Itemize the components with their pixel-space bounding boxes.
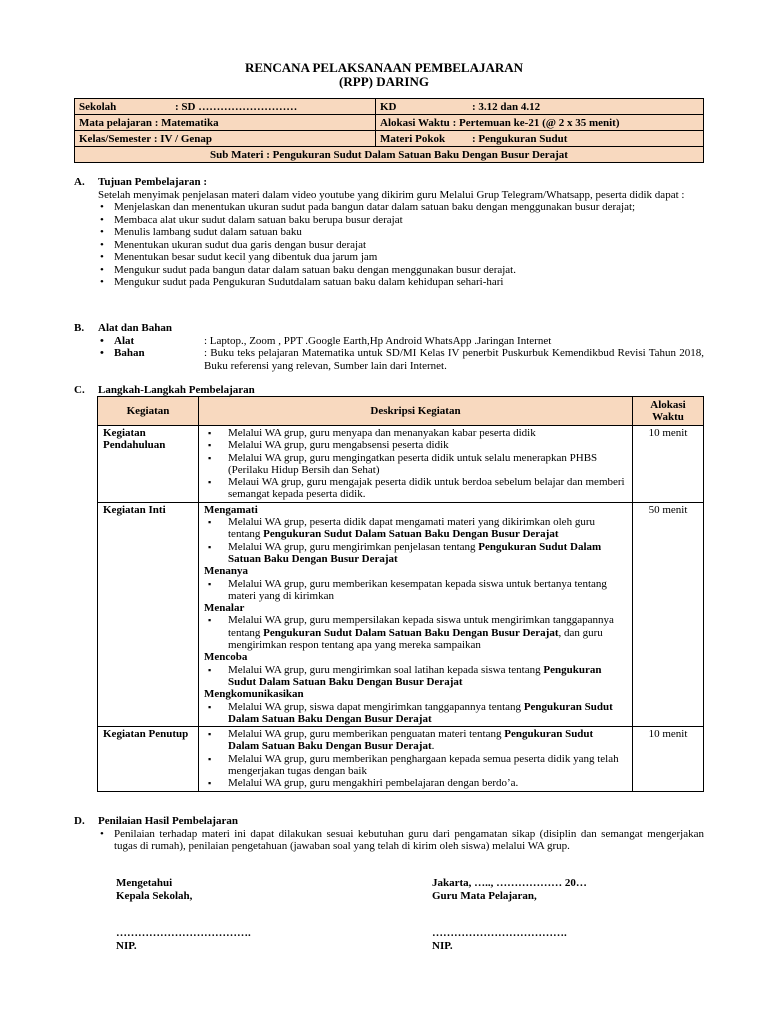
bahan-value: : Buku teks pelajaran Matematika untuk SD/MI Kelas IV penerbit Puskurbuk Kemendikbud Revisi Tahun 2018, Buku referensi yang relevan, Sumber lain dari Internet. bbox=[204, 347, 704, 372]
section-a-intro: Setelah menyimak penjelasan materi dalam video youtube yang dikirim guru Melalui Grup Telegram/Whatsapp, peserta didik dapat : bbox=[98, 188, 685, 201]
materi-value: : Pengukuran Sudut bbox=[472, 132, 568, 145]
alokasi-label: Alokasi Waktu bbox=[380, 116, 450, 129]
row-pendahuluan-time: 10 menit bbox=[633, 426, 704, 503]
subheading-mengamati: Mengamati bbox=[204, 503, 258, 516]
signature-left-nip: NIP. bbox=[116, 940, 137, 952]
alat-value: : Laptop., Zoom , PPT .Google Earth,Hp Android WhatsApp .Jaringan Internet bbox=[204, 334, 552, 347]
section-d-letter: D. bbox=[74, 815, 85, 827]
list-item: ▪ Melalui WA grup, guru memberikan penguatan materi tentang Pengukuran Sudut Dalam Satuan Baku Dengan Busur Derajat. bbox=[204, 728, 627, 753]
table-row bbox=[98, 426, 704, 503]
bahan-label: • Bahan bbox=[98, 347, 204, 372]
activity-table bbox=[97, 396, 704, 792]
section-a bbox=[74, 176, 704, 289]
kelas-label: Kelas/Semester bbox=[79, 132, 152, 145]
subheading-mengkomunikasikan: Mengkomunikasikan bbox=[204, 688, 304, 701]
list-item: • Menjelaskan dan menentukan ukuran sudut pada bangun datar dalam satuan baku dengan menggunakan busur derajat; bbox=[98, 201, 704, 214]
section-b-title: Alat dan Bahan bbox=[98, 322, 172, 334]
row-inti-name: Kegiatan Inti bbox=[98, 502, 199, 726]
table-header-kegiatan: Kegiatan bbox=[98, 397, 199, 426]
mapel-label: Mata pelajaran bbox=[79, 116, 153, 129]
row-penutup-time: 10 menit bbox=[633, 727, 704, 791]
info-table bbox=[74, 98, 704, 163]
list-item: ▪ Melalui WA grup, guru mengirimkan penjelasan tentang Pengukuran Sudut Dalam Satuan Baku Dengan Busur Derajat bbox=[204, 541, 627, 566]
signature-right-line1: Jakarta, ….., ……………… 20… bbox=[432, 877, 587, 889]
signature-left bbox=[116, 877, 192, 903]
section-b-letter: B. bbox=[74, 322, 85, 334]
list-item: ▪ Melalui WA grup, guru mengingatkan peserta didik untuk selalu menerapkan PHBS (Perilaku Hidup Bersih dan Sehat) bbox=[204, 452, 627, 477]
section-d bbox=[74, 815, 704, 853]
table-header-deskripsi: Deskripsi Kegiatan bbox=[199, 397, 633, 426]
kd-value: : 3.12 dan 4.12 bbox=[472, 100, 541, 113]
subheading-mencoba: Mencoba bbox=[204, 651, 248, 664]
subheading-menalar: Menalar bbox=[204, 602, 245, 615]
section-c-title: Langkah-Langkah Pembelajaran bbox=[98, 384, 255, 396]
table-header-alokasi: Alokasi Waktu bbox=[633, 397, 704, 426]
list-item: • Penilaian terhadap materi ini dapat dilakukan sesuai kebutuhan guru dari pengamatan sikap (disiplin dan semangat mengerjakan tugas di rumah), penilaian pengetahuan (jawaban soal yang telah di kirim oleh siswa) melalui WA grup. bbox=[98, 828, 704, 853]
sub-materi: Sub Materi : Pengukuran Sudut Dalam Satuan Baku Dengan Busur Derajat bbox=[75, 147, 704, 163]
section-a-letter: A. bbox=[74, 176, 85, 188]
section-c bbox=[74, 384, 704, 397]
table-row bbox=[98, 727, 704, 791]
list-item: • Mengukur sudut pada Pengukuran Sudutdalam satuan baku dalam kehidupan sehari-hari bbox=[98, 276, 704, 289]
list-item: ▪ Melalui WA grup, guru memberikan penghargaan kepada semua peserta didik yang telah mengerjakan tugas dengan baik bbox=[204, 753, 627, 778]
section-a-title: Tujuan Pembelajaran : bbox=[98, 176, 207, 188]
kelas-value: : IV / Genap bbox=[153, 132, 213, 145]
list-item: • Menentukan besar sudut kecil yang dibentuk dua jarum jam bbox=[98, 251, 704, 264]
signature-right-bottom bbox=[432, 927, 567, 953]
signature-left-dots: ………………………………. bbox=[116, 927, 251, 939]
list-item: ▪ Melalui WA grup, siswa dapat mengirimkan tanggapannya tentang Pengukuran Sudut Dalam Satuan Baku Dengan Busur Derajat bbox=[204, 701, 627, 726]
signature-right-nip: NIP. bbox=[432, 940, 453, 952]
signature-right-line2: Guru Mata Pelajaran, bbox=[432, 890, 537, 902]
table-row bbox=[98, 502, 704, 726]
list-item: • Menentukan ukuran sudut dua garis dengan busur derajat bbox=[98, 239, 704, 252]
list-item: • Membaca alat ukur sudut dalam satuan baku berupa busur derajat bbox=[98, 214, 704, 227]
list-item: ▪ Melalui WA grup, guru mengirimkan soal latihan kepada siswa tentang Pengukuran Sudut Dalam Satuan Baku Dengan Busur Derajat bbox=[204, 664, 627, 689]
list-item: ▪ Melalui WA grup, peserta didik dapat mengamati materi yang dikirimkan oleh guru tentang Pengukuran Sudut Dalam Satuan Baku Dengan Busur Derajat bbox=[204, 516, 627, 541]
section-c-letter: C. bbox=[74, 384, 85, 396]
doc-title-line2: (RPP) DARING bbox=[339, 74, 429, 89]
doc-title-line1: RENCANA PELAKSANAAN PEMBELAJARAN bbox=[244, 60, 524, 75]
subheading-menanya: Menanya bbox=[204, 565, 248, 578]
alat-label: • Alat bbox=[98, 335, 204, 348]
list-item: ▪ Melalui WA grup, guru menyapa dan menanyakan kabar peserta didik bbox=[204, 427, 627, 439]
materi-label: Materi Pokok bbox=[380, 132, 446, 145]
row-inti-time: 50 menit bbox=[633, 502, 704, 726]
row-penutup-name: Kegiatan Penutup bbox=[98, 727, 199, 791]
section-b bbox=[74, 322, 704, 372]
alokasi-value: : Pertemuan ke-21 (@ 2 x 35 menit) bbox=[452, 116, 620, 129]
objective-list bbox=[98, 201, 704, 289]
signature-left-bottom bbox=[116, 927, 251, 953]
sekolah-value: : SD ……………………… bbox=[175, 100, 298, 113]
signature-right-dots: ………………………………. bbox=[432, 927, 567, 939]
signature-left-line2: Kepala Sekolah, bbox=[116, 890, 193, 902]
mapel-value: : Matematika bbox=[154, 116, 219, 129]
list-item: ▪ Melalui WA grup, guru mengakhiri pembelajaran dengan berdo’a. bbox=[204, 777, 627, 789]
list-item: ▪ Melalui WA grup, guru mempersilakan kepada siswa untuk mengirimkan tanggapannya tentang Pengukuran Sudut Dalam Satuan Baku Dengan Busur Derajat, dan guru mengirimkan respon tentang apa yang mereka sampaikan bbox=[204, 614, 627, 651]
list-item: • Menulis lambang sudut dalam satuan baku bbox=[98, 226, 704, 239]
list-item: ▪ Melalui WA grup, guru mengabsensi peserta didik bbox=[204, 439, 627, 451]
signature-left-line1: Mengetahui bbox=[116, 877, 173, 889]
signature-right bbox=[432, 877, 587, 903]
row-pendahuluan-name: Kegiatan Pendahuluan bbox=[98, 426, 199, 503]
list-item: • Mengukur sudut pada bangun datar dalam satuan baku dengan menggunakan busur derajat. bbox=[98, 264, 704, 277]
list-item: ▪ Melalui WA grup, guru memberikan kesempatan kepada siswa untuk bertanya tentang materi yang di kirimkan bbox=[204, 578, 627, 603]
section-d-title: Penilaian Hasil Pembelajaran bbox=[98, 815, 238, 827]
sekolah-label: Sekolah bbox=[79, 100, 117, 113]
list-item: ▪ Melaui WA grup, guru mengajak peserta didik untuk berdoa sebelum belajar dan memberi semangat kepada peserta didik. bbox=[204, 476, 627, 501]
kd-label: KD bbox=[380, 100, 397, 113]
